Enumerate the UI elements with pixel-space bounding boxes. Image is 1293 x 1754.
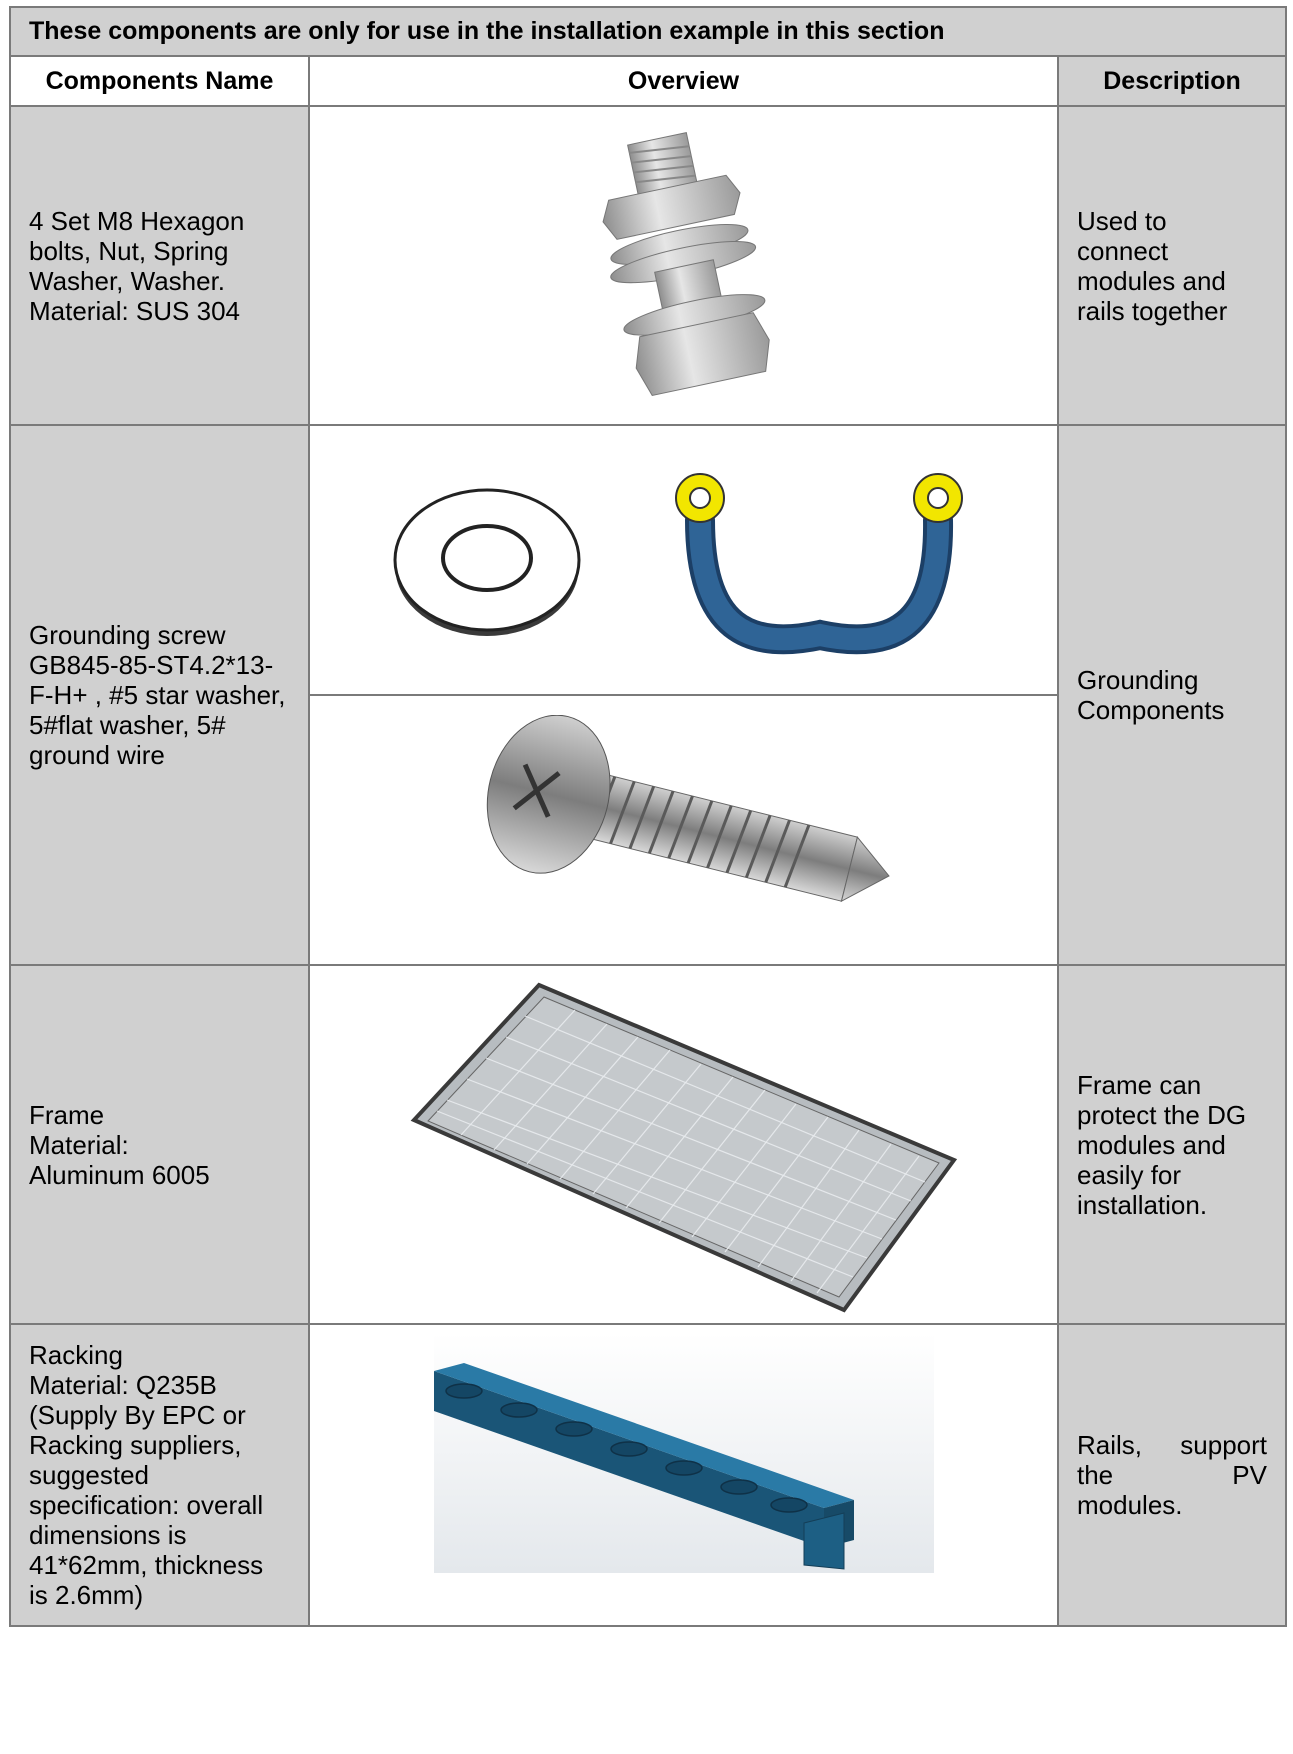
ground-wire-icon xyxy=(660,460,980,660)
row3-name: Frame Material: Aluminum 6005 xyxy=(10,965,309,1324)
components-table xyxy=(9,6,1287,1627)
self-drilling-screw-icon xyxy=(454,715,914,945)
bolt-nut-washer-icon xyxy=(554,126,814,406)
row4-name: Racking Material: Q235B (Supply By EPC or Racking suppliers, suggested specification: overall dimensions is 41*62mm, thickness is 2.6mm) xyxy=(10,1324,309,1626)
flat-washer-icon xyxy=(387,480,587,640)
row2-name: Grounding screw GB845-85-ST4.2*13- F-H+ , #5 star washer, 5#flat washer, 5# ground wire xyxy=(10,425,309,965)
header-components-name: Components Name xyxy=(10,56,309,106)
row1-name: 4 Set M8 Hexagon bolts, Nut, Spring Washer, Washer. Material: SUS 304 xyxy=(10,106,309,425)
header-description: Description xyxy=(1058,56,1286,106)
row1-description: Used to connect modules and rails together xyxy=(1058,106,1286,425)
row3-description: Frame can protect the DG modules and easily for installation. xyxy=(1058,965,1286,1324)
row3-overview xyxy=(309,965,1058,1324)
row4-description: Rails, support the PV modules. xyxy=(1058,1324,1286,1626)
header-overview: Overview xyxy=(309,56,1058,106)
row2-overview-top xyxy=(309,425,1058,695)
solar-panel-frame-icon xyxy=(404,975,964,1315)
row4-overview xyxy=(309,1324,1058,1626)
row1-overview xyxy=(309,106,1058,425)
row2-overview-bottom xyxy=(309,695,1058,965)
row2-description: Grounding Components xyxy=(1058,425,1286,965)
table-banner: These components are only for use in the installation example in this section xyxy=(10,7,1286,56)
slotted-rail-icon xyxy=(434,1333,934,1573)
